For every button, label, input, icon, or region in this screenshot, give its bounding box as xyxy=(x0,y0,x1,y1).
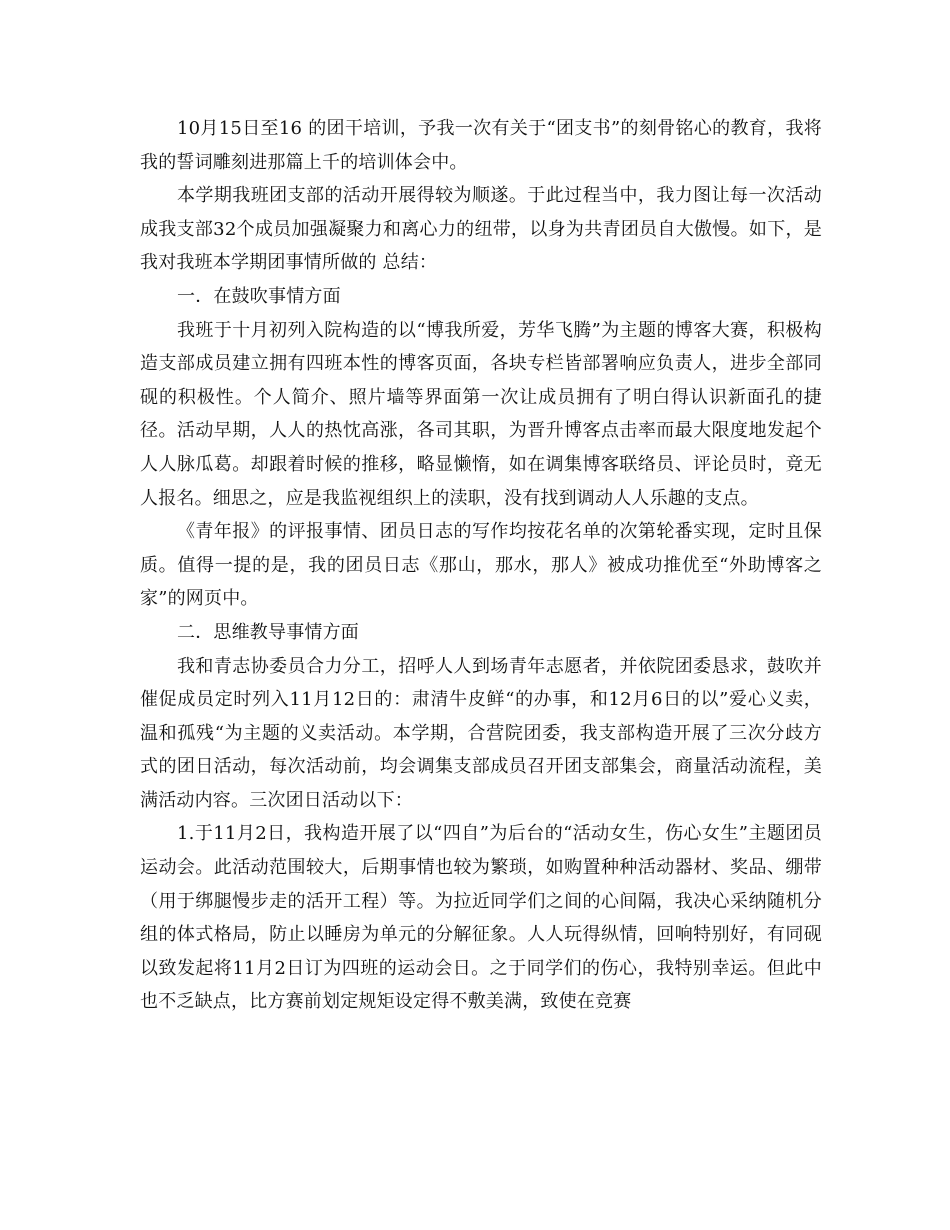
section-heading-publicity: 一．在鼓吹事情方面 xyxy=(177,285,341,307)
paragraph-youth-daily: 《青年报》的评报事情、团员日志的写作均按花名单的次第轮番实现，定时且保质。值得一提的是，我的团员日志《那山，那水，那人》被成功推优至“外助博客之家”的网页中。 xyxy=(140,521,822,610)
paragraph-training: 10月15日至16 的团干培训，予我一次有关于“团支书”的刻骨铭心的教育，我将我的誓词雕刻进那篇上千的培训体会中。 xyxy=(140,118,822,173)
section-heading-ideology: 二．思维教导事情方面 xyxy=(177,621,359,643)
paragraph-volunteers: 我和青志协委员合力分工，招呼人人到场青年志愿者，并依院团委恳求，鼓吹并催促成员定时列入11月12日的：肃清牛皮鲜“的办事，和12月6日的以”爱心义卖，温和孤残“为主题的义卖活动。本学期，合营院团委，我支部构造开展了三次分歧方式的团日活动，每次活动前，均会调集支部成员召开团支部集会，商量活动流程，美满活动内容。三次团日活动以下： xyxy=(140,655,822,811)
paragraph-sports-meet: 1.于11月2日，我构造开展了以“四自”为后台的“活动女生，伤心女生”主题团员运动会。此活动范围较大，后期事情也较为繁琐，如购置种种活动器材、奖品、绷带（用于绑腿慢步走的活开工程）等。为拉近同学们之间的心间隔，我决心采纳随机分组的体式格局，防止以睡房为单元的分解征象。人人玩得纵情，回响特别好，有同砚以致发起将11月2日订为四班的运动会日。之于同学们的伤心，我特别幸运。但此中也不乏缺点，比方赛前划定规矩设定得不敷美满，致使在竞赛 xyxy=(140,823,822,1013)
paragraph-blog-contest: 我班于十月初列入院构造的以“博我所爱，芳华飞腾”为主题的博客大赛，积极构造支部成员建立拥有四班本性的博客页面，各块专栏皆部署响应负责人，进步全部同砚的积极性。个人简介、照片墙等界面第一次让成员拥有了明白得认识新面孔的捷径。活动早期，人人的热忱高涨，各司其职，为晋升博客点击率而最大限度地发起个人人脉瓜葛。却跟着时候的推移，略显懒惰，如在调集博客联络员、评论员时，竟无人报名。细思之，应是我监视组织上的渎职，没有找到调动人人乐趣的支点。 xyxy=(140,319,822,509)
paragraph-semester-intro: 本学期我班团支部的活动开展得较为顺遂。于此过程当中，我力图让每一次活动成我支部32个成员加强凝聚力和离心力的纽带，以身为共青团员自大傲慢。如下，是我对我班本学期团事情所做的 总结： xyxy=(140,185,822,274)
document-body xyxy=(140,112,822,1019)
